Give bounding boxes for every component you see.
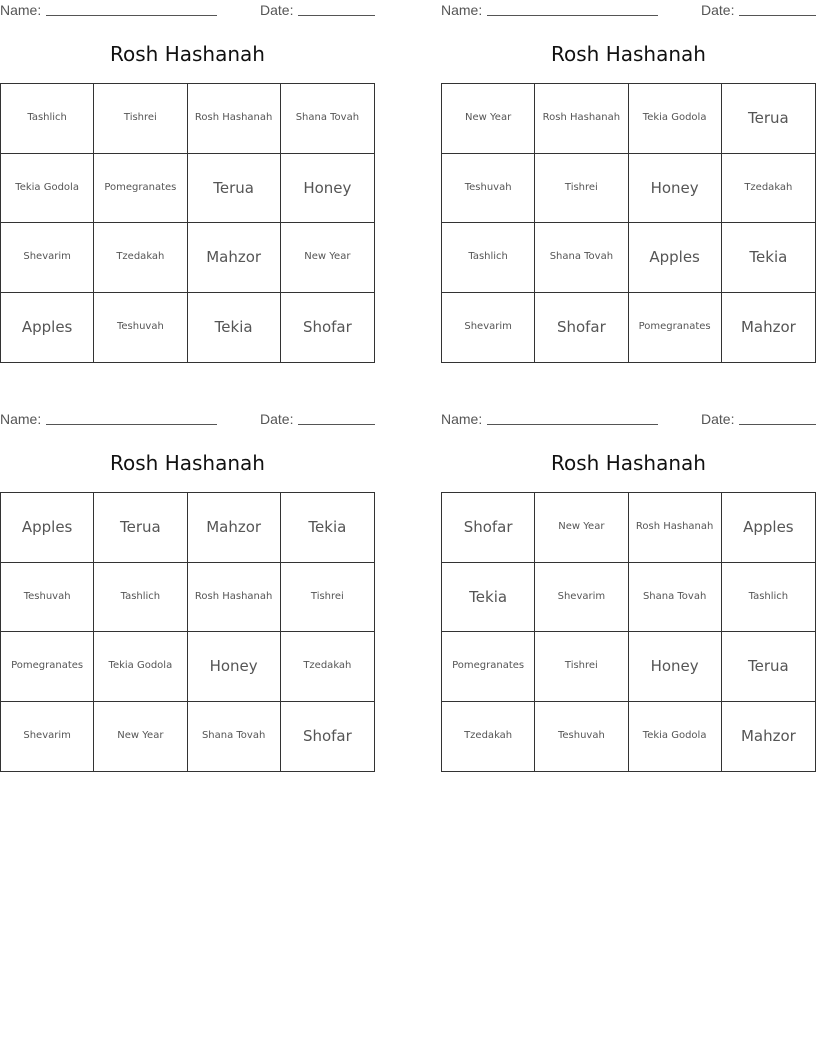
grid-cell: Tashlich <box>722 563 815 633</box>
name-label: Name: <box>441 411 483 427</box>
grid-cell: Apples <box>629 223 722 293</box>
grid-cell: New Year <box>281 223 374 293</box>
header-row <box>0 409 375 431</box>
header-row <box>0 0 375 22</box>
name-line <box>487 424 658 425</box>
card-title: Rosh Hashanah <box>551 451 706 475</box>
grid-cell: Tekia <box>188 293 281 363</box>
grid-cell: Tzedakah <box>442 702 535 772</box>
name-line <box>487 15 658 16</box>
grid-cell: Pomegranates <box>1 632 94 702</box>
grid-cell: Apples <box>722 493 815 563</box>
grid-cell: Apples <box>1 493 94 563</box>
grid-cell: Teshuvah <box>94 293 187 363</box>
grid-cell: Rosh Hashanah <box>535 84 628 154</box>
grid-cell: Apples <box>1 293 94 363</box>
date-line <box>739 15 816 16</box>
date-label: Date: <box>260 2 294 18</box>
name-label: Name: <box>0 411 42 427</box>
grid-cell: Honey <box>629 632 722 702</box>
grid-cell: Tekia <box>722 223 815 293</box>
grid-cell: Tzedakah <box>722 154 815 224</box>
name-line <box>46 15 217 16</box>
grid-cell: Shofar <box>442 493 535 563</box>
grid-cell: Tishrei <box>535 154 628 224</box>
bingo-grid <box>0 492 375 772</box>
grid-cell: New Year <box>535 493 628 563</box>
grid-cell: Shana Tovah <box>535 223 628 293</box>
grid-cell: Tekia <box>281 493 374 563</box>
date-label: Date: <box>260 411 294 427</box>
grid-cell: Honey <box>281 154 374 224</box>
grid-cell: Pomegranates <box>442 632 535 702</box>
card-title: Rosh Hashanah <box>551 42 706 66</box>
grid-cell: Terua <box>188 154 281 224</box>
grid-cell: Honey <box>188 632 281 702</box>
date-label: Date: <box>701 411 735 427</box>
bingo-card-4 <box>441 409 816 746</box>
bingo-card-1 <box>0 0 375 337</box>
grid-cell: Shevarim <box>1 702 94 772</box>
header-row <box>441 0 816 22</box>
bingo-card-3 <box>0 409 375 746</box>
name-label: Name: <box>0 2 42 18</box>
grid-cell: Tekia Godola <box>1 154 94 224</box>
card-title: Rosh Hashanah <box>110 451 265 475</box>
grid-cell: Shana Tovah <box>629 563 722 633</box>
card-title: Rosh Hashanah <box>110 42 265 66</box>
date-line <box>298 15 375 16</box>
bingo-grid <box>0 83 375 363</box>
grid-cell: New Year <box>94 702 187 772</box>
grid-cell: Shevarim <box>535 563 628 633</box>
grid-cell: Terua <box>722 84 815 154</box>
grid-cell: Tzedakah <box>281 632 374 702</box>
name-line <box>46 424 217 425</box>
grid-cell: Tashlich <box>94 563 187 633</box>
grid-cell: Tishrei <box>535 632 628 702</box>
grid-cell: Tzedakah <box>94 223 187 293</box>
header-row <box>441 409 816 431</box>
grid-cell: Tekia Godola <box>629 702 722 772</box>
bingo-card-2 <box>441 0 816 337</box>
grid-cell: Shevarim <box>442 293 535 363</box>
grid-cell: Shana Tovah <box>188 702 281 772</box>
grid-cell: New Year <box>442 84 535 154</box>
grid-cell: Terua <box>722 632 815 702</box>
grid-cell: Mahzor <box>740 727 796 746</box>
grid-cell: Teshuvah <box>535 702 628 772</box>
date-line <box>739 424 816 425</box>
grid-cell: Tekia Godola <box>94 632 187 702</box>
grid-cell: Rosh Hashanah <box>629 493 722 563</box>
grid-cell: Shevarim <box>1 223 94 293</box>
grid-cell: Mahzor <box>188 493 281 563</box>
grid-cell: Tashlich <box>442 223 535 293</box>
grid-cell: Teshuvah <box>1 563 94 633</box>
grid-cell: Mahzor <box>740 318 796 337</box>
grid-cell: Tashlich <box>1 84 94 154</box>
bingo-grid <box>441 492 816 772</box>
grid-cell: Shofar <box>302 318 352 337</box>
grid-cell: Pomegranates <box>629 293 722 363</box>
grid-cell: Tekia <box>442 563 535 633</box>
name-label: Name: <box>441 2 483 18</box>
bingo-grid <box>441 83 816 363</box>
grid-cell: Pomegranates <box>94 154 187 224</box>
date-label: Date: <box>701 2 735 18</box>
grid-cell: Rosh Hashanah <box>188 84 281 154</box>
grid-cell: Tishrei <box>281 563 374 633</box>
grid-cell: Tekia Godola <box>629 84 722 154</box>
grid-cell: Rosh Hashanah <box>188 563 281 633</box>
grid-cell: Honey <box>629 154 722 224</box>
grid-cell: Terua <box>94 493 187 563</box>
grid-cell: Mahzor <box>188 223 281 293</box>
grid-cell: Shofar <box>535 293 628 363</box>
grid-cell: Tishrei <box>94 84 187 154</box>
grid-cell: Shofar <box>302 727 352 746</box>
grid-cell: Shana Tovah <box>281 84 374 154</box>
date-line <box>298 424 375 425</box>
grid-cell: Teshuvah <box>442 154 535 224</box>
